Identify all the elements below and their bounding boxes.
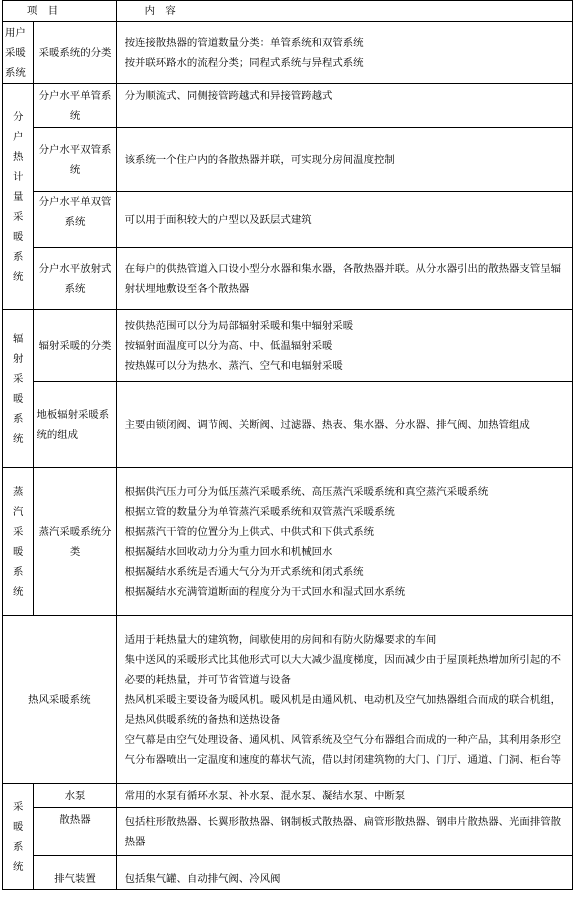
- content-radiant-1: [116, 310, 572, 382]
- content-paragraph: 空气幕是由空气处理设备、通风机、风管系统及空气分布器组合而成的一种产品，其利用条形空气分布器喷出一定温度和速度的幕状气流，借以封闭建筑物的大门、门厅、通道、门洞、柜台等: [124, 733, 561, 766]
- content-line: 按供热范围可以分为局部辐射采暖和集中辐射采暖: [124, 319, 354, 332]
- table-row: [3, 784, 573, 808]
- sub-exhaust: 排气装置: [34, 856, 116, 890]
- content-line: 根据凝结水充满管道断面的程度分为干式回水和湿式回水系统: [124, 585, 406, 598]
- table-row: [3, 310, 573, 382]
- sub-metering-1: 分户水平单管系统: [34, 84, 116, 128]
- table-row: [3, 856, 573, 890]
- table-row: [3, 192, 573, 248]
- category-radiant-label: 辐射采暖系统: [13, 332, 24, 445]
- category-components-label: 采暖系统: [13, 800, 24, 873]
- category-steam: [3, 468, 34, 616]
- content-radiator: 包括柱形散热器、长翼形散热器、钢制板式散热器、扁管形散热器、钢串片散热器、光面排管散热器: [116, 808, 572, 856]
- content-pump: 常用的水泵有循环水泵、补水泵、混水泵、凝结水泵、中断泵: [116, 784, 572, 808]
- content-household: [116, 22, 572, 84]
- content-line: 根据立管的数量分为单管蒸汽采暖系统和双管蒸汽采暖系统: [124, 505, 395, 518]
- table-row: [3, 468, 573, 616]
- table-row: [3, 808, 573, 856]
- content-line: 根据凝结水回收动力分为重力回水和机械回水: [124, 545, 333, 558]
- header-item: 项 目: [3, 1, 117, 22]
- content-line: 按并联环路水的流程分类；同程式系统与异程式系统: [124, 56, 364, 69]
- category-steam-label: 蒸汽采暖系统: [13, 485, 24, 598]
- header-content: 内 容: [116, 1, 572, 22]
- category-metering-label: 分户热计量采暖系统: [13, 110, 24, 283]
- content-paragraph: 集中送风的采暖形式比其他形式可以大大减少温度梯度，因而减少由于屋顶耗热增加所引起的不必要的耗热量，并可节省管道与设备: [124, 653, 561, 686]
- table-row: [3, 382, 573, 468]
- sub-metering-2: 分户水平双管系统: [34, 128, 116, 192]
- table-row: [3, 128, 573, 192]
- sub-radiant-1: 辐射采暖的分类: [34, 310, 116, 382]
- table-row: [3, 616, 573, 784]
- content-line: 按辐射面温度可以分为高、中、低温辐射采暖: [124, 339, 333, 352]
- content-line: 按连接散热器的管道数量分类：单管系统和双管系统: [124, 36, 364, 49]
- sub-metering-4: 分户水平放射式系统: [34, 248, 116, 310]
- content-paragraph: 热风机采暖主要设备为暖风机。暖风机是由通风机、电动机及空气加热器组合而成的联合机组，是热风供暖系统的备热和送热设备: [124, 693, 561, 726]
- sub-household: 采暖系统的分类: [34, 22, 116, 84]
- content-hotair: [116, 616, 572, 784]
- content-metering-3: 可以用于面积较大的户型以及跃层式建筑: [116, 192, 572, 248]
- sub-steam: 蒸汽采暖系统分类: [34, 468, 116, 616]
- content-line: 按热媒可以分为热水、蒸汽、空气和电辐射采暖: [124, 359, 343, 372]
- category-household: 用户采暖系统: [3, 22, 34, 84]
- sub-metering-3: 分户水平单双管系统: [34, 192, 116, 248]
- content-metering-2: 该系统一个住户内的各散热器并联，可实现分房间温度控制: [116, 128, 572, 192]
- table-row: [3, 248, 573, 310]
- content-line: 根据凝结水系统是否通大气分为开式系统和闭式系统: [124, 565, 364, 578]
- sub-radiator: 散热器: [34, 808, 116, 856]
- heating-systems-table: [2, 0, 573, 890]
- content-metering-4: 在每户的供热管道入口设小型分水器和集水器，各散热器并联。从分水器引出的散热器支管呈辐射状埋地敷设至各个散热器: [116, 248, 572, 310]
- category-hotair: 热风采暖系统: [3, 616, 117, 784]
- content-line: 根据供汽压力可分为低压蒸汽采暖系统、高压蒸汽采暖系统和真空蒸汽采暖系统: [124, 485, 489, 498]
- table-row: [3, 22, 573, 84]
- table-row: [3, 84, 573, 128]
- content-exhaust: 包括集气罐、自动排气阀、冷风阀: [116, 856, 572, 890]
- table-header-row: [3, 1, 573, 22]
- sub-radiant-2: 地板辐射采暖系统的组成: [34, 382, 116, 468]
- category-components: [3, 784, 34, 890]
- content-metering-1: 分为顺流式、同侧接管跨越式和异接管跨越式: [116, 84, 572, 128]
- content-steam: [116, 468, 572, 616]
- content-paragraph: 适用于耗热量大的建筑物，间歇使用的房间和有防火防爆要求的车间: [124, 633, 437, 646]
- sub-pump: 水泵: [34, 784, 116, 808]
- category-radiant: [3, 310, 34, 468]
- category-metering: [3, 84, 34, 310]
- content-line: 根据蒸汽干管的位置分为上供式、中供式和下供式系统: [124, 525, 374, 538]
- content-radiant-2: 主要由锁闭阀、调节阀、关断阀、过滤器、热表、集水器、分水器、排气阀、加热管组成: [116, 382, 572, 468]
